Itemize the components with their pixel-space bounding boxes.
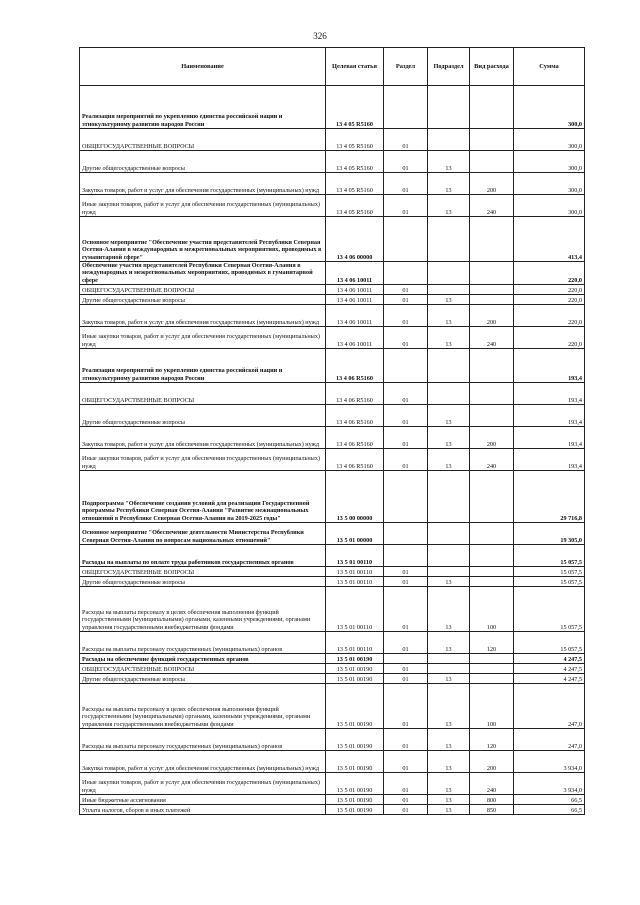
table-row xyxy=(80,684,585,729)
table-row xyxy=(80,654,585,664)
row-code: 13 5 01 00190 xyxy=(326,674,384,684)
row-code: 13 4 05 R5160 xyxy=(326,151,384,173)
row-subsection xyxy=(428,567,470,577)
header-name: Наименование xyxy=(80,48,326,86)
row-subsection xyxy=(428,654,470,664)
row-code: 13 5 01 00110 xyxy=(326,587,384,632)
table-header-row xyxy=(80,48,585,86)
row-code: 13 5 01 00190 xyxy=(326,729,384,751)
row-amount: 15 057,5 xyxy=(514,587,585,632)
row-subsection: 13 xyxy=(428,195,470,217)
row-amount: 19 305,0 xyxy=(514,523,585,545)
row-expense-type: 200 xyxy=(470,305,514,327)
row-amount: 193,4 xyxy=(514,349,585,383)
row-amount: 29 716,8 xyxy=(514,471,585,523)
table-row xyxy=(80,449,585,471)
table-row xyxy=(80,349,585,383)
row-amount: 4 247,5 xyxy=(514,654,585,664)
row-name: Расходы на выплаты персоналу государственных (муниципальных) органов xyxy=(80,729,326,751)
header-section: Раздел xyxy=(384,48,428,86)
row-amount: 220,0 xyxy=(514,262,585,285)
row-subsection: 13 xyxy=(428,805,470,815)
row-name: Расходы на выплаты по оплате труда работников государственных органов xyxy=(80,545,326,567)
row-section xyxy=(384,217,428,262)
row-expense-type: 240 xyxy=(470,195,514,217)
row-section: 01 xyxy=(384,795,428,805)
row-subsection xyxy=(428,129,470,151)
row-name: Реализация мероприятий по укреплению единства российской нации и этнокультурному развитию народов России xyxy=(80,86,326,129)
row-code: 13 4 06 10011 xyxy=(326,262,384,285)
row-expense-type xyxy=(470,654,514,664)
row-code: 13 4 06 R5160 xyxy=(326,449,384,471)
table-row xyxy=(80,427,585,449)
row-name: ОБЩЕГОСУДАРСТВЕННЫЕ ВОПРОСЫ xyxy=(80,129,326,151)
header-subsection: Подраздел xyxy=(428,48,470,86)
row-amount: 66,5 xyxy=(514,805,585,815)
row-code: 13 5 01 00110 xyxy=(326,567,384,577)
row-expense-type xyxy=(470,545,514,567)
row-section: 01 xyxy=(384,632,428,654)
row-expense-type: 100 xyxy=(470,587,514,632)
row-expense-type xyxy=(470,262,514,285)
row-expense-type xyxy=(470,567,514,577)
row-subsection: 13 xyxy=(428,327,470,349)
row-subsection xyxy=(428,86,470,129)
row-amount: 220,0 xyxy=(514,327,585,349)
row-section: 01 xyxy=(384,805,428,815)
row-amount: 300,0 xyxy=(514,151,585,173)
row-amount: 220,0 xyxy=(514,295,585,305)
row-name: Другие общегосударственные вопросы xyxy=(80,405,326,427)
row-section: 01 xyxy=(384,567,428,577)
row-section xyxy=(384,523,428,545)
table-row xyxy=(80,664,585,674)
table-row xyxy=(80,632,585,654)
row-expense-type xyxy=(470,129,514,151)
row-section: 01 xyxy=(384,773,428,795)
row-code: 13 5 01 00110 xyxy=(326,577,384,587)
row-subsection: 13 xyxy=(428,632,470,654)
row-section xyxy=(384,349,428,383)
row-amount: 15 057,5 xyxy=(514,567,585,577)
row-section: 01 xyxy=(384,405,428,427)
row-name: Другие общегосударственные вопросы xyxy=(80,151,326,173)
row-section: 01 xyxy=(384,327,428,349)
row-subsection xyxy=(428,664,470,674)
table-row xyxy=(80,405,585,427)
row-name: Закупка товаров, работ и услуг для обеспечения государственных (муниципальных) нужд xyxy=(80,305,326,327)
row-subsection xyxy=(428,285,470,295)
row-section: 01 xyxy=(384,674,428,684)
row-subsection xyxy=(428,262,470,285)
row-expense-type: 120 xyxy=(470,632,514,654)
row-name: ОБЩЕГОСУДАРСТВЕННЫЕ ВОПРОСЫ xyxy=(80,567,326,577)
row-section: 01 xyxy=(384,195,428,217)
row-amount: 15 057,5 xyxy=(514,632,585,654)
row-section: 01 xyxy=(384,449,428,471)
row-subsection: 13 xyxy=(428,684,470,729)
row-code: 13 5 01 00190 xyxy=(326,684,384,729)
row-amount: 247,0 xyxy=(514,684,585,729)
row-expense-type xyxy=(470,86,514,129)
table-row xyxy=(80,195,585,217)
row-amount: 300,0 xyxy=(514,195,585,217)
row-amount: 193,4 xyxy=(514,427,585,449)
row-amount: 193,4 xyxy=(514,449,585,471)
row-section: 01 xyxy=(384,151,428,173)
row-name: Другие общегосударственные вопросы xyxy=(80,577,326,587)
row-code: 13 4 05 R5160 xyxy=(326,129,384,151)
row-subsection: 13 xyxy=(428,795,470,805)
row-code: 13 4 06 10011 xyxy=(326,305,384,327)
row-amount: 3 934,0 xyxy=(514,773,585,795)
row-subsection: 13 xyxy=(428,674,470,684)
header-amount: Сумма xyxy=(514,48,585,86)
row-amount: 15 057,5 xyxy=(514,577,585,587)
row-expense-type: 240 xyxy=(470,773,514,795)
row-amount: 220,0 xyxy=(514,305,585,327)
table-row xyxy=(80,295,585,305)
row-name: Расходы на обеспечение функций государственных органов xyxy=(80,654,326,664)
row-amount: 3 934,0 xyxy=(514,751,585,773)
row-code: 13 4 06 10011 xyxy=(326,327,384,349)
row-section: 01 xyxy=(384,383,428,405)
row-expense-type xyxy=(470,664,514,674)
row-amount: 4 247,5 xyxy=(514,674,585,684)
row-name: Иные закупки товаров, работ и услуг для обеспечения государственных (муниципальных) нужд xyxy=(80,773,326,795)
table-row xyxy=(80,795,585,805)
table-row xyxy=(80,567,585,577)
row-expense-type: 850 xyxy=(470,805,514,815)
table-row xyxy=(80,327,585,349)
row-amount: 15 057,5 xyxy=(514,545,585,567)
row-amount: 193,4 xyxy=(514,383,585,405)
table-row xyxy=(80,523,585,545)
row-name: Иные закупки товаров, работ и услуг для обеспечения государственных (муниципальных) нужд xyxy=(80,327,326,349)
table-row xyxy=(80,587,585,632)
row-name: Расходы на выплаты персоналу в целях обеспечения выполнения функций государственными (муниципальными) органами, казенными учреждениями, органами управления государственными внебюджетными фондами xyxy=(80,684,326,729)
row-expense-type xyxy=(470,577,514,587)
row-subsection xyxy=(428,349,470,383)
row-amount: 220,0 xyxy=(514,285,585,295)
row-expense-type xyxy=(470,217,514,262)
row-code: 13 4 06 R5160 xyxy=(326,383,384,405)
row-section xyxy=(384,262,428,285)
row-amount: 300,0 xyxy=(514,86,585,129)
row-code: 13 5 01 00110 xyxy=(326,632,384,654)
row-section: 01 xyxy=(384,305,428,327)
row-section: 01 xyxy=(384,664,428,674)
row-code: 13 4 06 R5160 xyxy=(326,405,384,427)
row-code: 13 5 01 00190 xyxy=(326,795,384,805)
row-amount: 193,4 xyxy=(514,405,585,427)
table-body xyxy=(80,86,585,815)
row-subsection xyxy=(428,383,470,405)
row-name: Обеспечение участия представителей Республики Северная Осетия-Алания в международных и межрегиональных мероприятиях, проводимых в гуманитарной сфере xyxy=(80,262,326,285)
row-expense-type: 240 xyxy=(470,449,514,471)
row-expense-type xyxy=(470,471,514,523)
row-code: 13 5 01 00000 xyxy=(326,523,384,545)
row-section: 01 xyxy=(384,587,428,632)
header-code: Целевая статья xyxy=(326,48,384,86)
table-row xyxy=(80,285,585,295)
row-expense-type xyxy=(470,285,514,295)
table-row xyxy=(80,729,585,751)
table-row xyxy=(80,751,585,773)
row-section: 01 xyxy=(384,173,428,195)
row-amount: 247,0 xyxy=(514,729,585,751)
row-expense-type: 100 xyxy=(470,684,514,729)
row-code: 13 5 01 00190 xyxy=(326,654,384,664)
row-name: Основное мероприятие "Обеспечение деятельности Министерства Республики Северная Осетия-Алания по вопросам национальных отношений" xyxy=(80,523,326,545)
row-section: 01 xyxy=(384,684,428,729)
row-code: 13 4 06 R5160 xyxy=(326,427,384,449)
row-name: Расходы на выплаты персоналу государственных (муниципальных) органов xyxy=(80,632,326,654)
row-expense-type xyxy=(470,295,514,305)
row-code: 13 4 05 R5160 xyxy=(326,195,384,217)
row-expense-type xyxy=(470,405,514,427)
row-name: Уплата налогов, сборов и иных платежей xyxy=(80,805,326,815)
row-section: 01 xyxy=(384,295,428,305)
table-row xyxy=(80,471,585,523)
row-expense-type xyxy=(470,674,514,684)
row-amount: 66,5 xyxy=(514,795,585,805)
row-name: ОБЩЕГОСУДАРСТВЕННЫЕ ВОПРОСЫ xyxy=(80,285,326,295)
row-amount: 300,0 xyxy=(514,173,585,195)
row-subsection: 13 xyxy=(428,305,470,327)
row-subsection xyxy=(428,217,470,262)
row-subsection: 13 xyxy=(428,173,470,195)
row-section xyxy=(384,545,428,567)
table-row xyxy=(80,383,585,405)
row-expense-type: 800 xyxy=(470,795,514,805)
row-subsection: 13 xyxy=(428,151,470,173)
row-section: 01 xyxy=(384,751,428,773)
row-name: Закупка товаров, работ и услуг для обеспечения государственных (муниципальных) нужд xyxy=(80,427,326,449)
row-section: 01 xyxy=(384,577,428,587)
row-name: Подпрограмма "Обеспечение создания условий для реализации Государственной программы Республики Северная Осетия-Алания "Развитие межнациональных отношений в Республике Северная Осетия-Алания на 2019-2025 годы" xyxy=(80,471,326,523)
row-expense-type xyxy=(470,151,514,173)
header-expense-type: Вид расхода xyxy=(470,48,514,86)
row-section: 01 xyxy=(384,285,428,295)
table-row xyxy=(80,674,585,684)
row-code: 13 4 06 10011 xyxy=(326,285,384,295)
row-section: 01 xyxy=(384,427,428,449)
row-amount: 4 247,5 xyxy=(514,664,585,674)
row-name: Иные закупки товаров, работ и услуг для обеспечения государственных (муниципальных) нужд xyxy=(80,195,326,217)
row-name: Расходы на выплаты персоналу в целях обеспечения выполнения функций государственными (муниципальными) органами, казенными учреждениями, органами управления государственными внебюджетными фондами xyxy=(80,587,326,632)
row-expense-type: 200 xyxy=(470,173,514,195)
row-subsection: 13 xyxy=(428,587,470,632)
row-code: 13 5 01 00190 xyxy=(326,805,384,815)
row-code: 13 4 05 R5160 xyxy=(326,86,384,129)
row-code: 13 4 05 R5160 xyxy=(326,173,384,195)
table-row xyxy=(80,217,585,262)
table-row xyxy=(80,262,585,285)
row-subsection: 13 xyxy=(428,577,470,587)
row-code: 13 5 01 00190 xyxy=(326,751,384,773)
row-expense-type xyxy=(470,523,514,545)
row-code: 13 5 00 00000 xyxy=(326,471,384,523)
row-subsection: 13 xyxy=(428,751,470,773)
row-name: ОБЩЕГОСУДАРСТВЕННЫЕ ВОПРОСЫ xyxy=(80,383,326,405)
row-expense-type xyxy=(470,383,514,405)
row-code: 13 5 01 00190 xyxy=(326,664,384,674)
row-name: Иные закупки товаров, работ и услуг для обеспечения государственных (муниципальных) нужд xyxy=(80,449,326,471)
row-section xyxy=(384,86,428,129)
row-code: 13 5 01 00110 xyxy=(326,545,384,567)
row-amount: 300,0 xyxy=(514,129,585,151)
table-row xyxy=(80,773,585,795)
row-expense-type: 120 xyxy=(470,729,514,751)
row-section: 01 xyxy=(384,729,428,751)
row-section xyxy=(384,471,428,523)
table-row xyxy=(80,129,585,151)
row-subsection: 13 xyxy=(428,427,470,449)
row-subsection: 13 xyxy=(428,449,470,471)
row-expense-type: 200 xyxy=(470,751,514,773)
row-subsection xyxy=(428,523,470,545)
row-name: Основное мероприятие "Обеспечение участия представителей Республики Северная Осетия-Алания в международных и межрегиональных мероприятиях, проводимых в гуманитарной сфере" xyxy=(80,217,326,262)
budget-table xyxy=(79,47,585,815)
row-subsection: 13 xyxy=(428,295,470,305)
page-number: 326 xyxy=(313,31,327,41)
row-subsection: 13 xyxy=(428,729,470,751)
row-code: 13 4 06 00000 xyxy=(326,217,384,262)
row-subsection xyxy=(428,471,470,523)
table-row xyxy=(80,305,585,327)
table-row xyxy=(80,577,585,587)
row-name: Закупка товаров, работ и услуг для обеспечения государственных (муниципальных) нужд xyxy=(80,173,326,195)
table-row xyxy=(80,805,585,815)
row-section xyxy=(384,654,428,664)
row-code: 13 5 01 00190 xyxy=(326,773,384,795)
row-expense-type xyxy=(470,349,514,383)
row-section: 01 xyxy=(384,129,428,151)
row-subsection: 13 xyxy=(428,405,470,427)
row-code: 13 4 06 R5160 xyxy=(326,349,384,383)
row-expense-type: 240 xyxy=(470,327,514,349)
row-name: Иные бюджетные ассигнования xyxy=(80,795,326,805)
table-row xyxy=(80,545,585,567)
row-subsection xyxy=(428,545,470,567)
table-row xyxy=(80,173,585,195)
row-name: Закупка товаров, работ и услуг для обеспечения государственных (муниципальных) нужд xyxy=(80,751,326,773)
row-amount: 413,4 xyxy=(514,217,585,262)
row-name: Реализация мероприятий по укреплению единства российской нации и этнокультурному развитию народов России xyxy=(80,349,326,383)
row-name: Другие общегосударственные вопросы xyxy=(80,295,326,305)
row-code: 13 4 06 10011 xyxy=(326,295,384,305)
row-name: ОБЩЕГОСУДАРСТВЕННЫЕ ВОПРОСЫ xyxy=(80,664,326,674)
table-row xyxy=(80,86,585,129)
row-expense-type: 200 xyxy=(470,427,514,449)
table-row xyxy=(80,151,585,173)
row-subsection: 13 xyxy=(428,773,470,795)
row-name: Другие общегосударственные вопросы xyxy=(80,674,326,684)
